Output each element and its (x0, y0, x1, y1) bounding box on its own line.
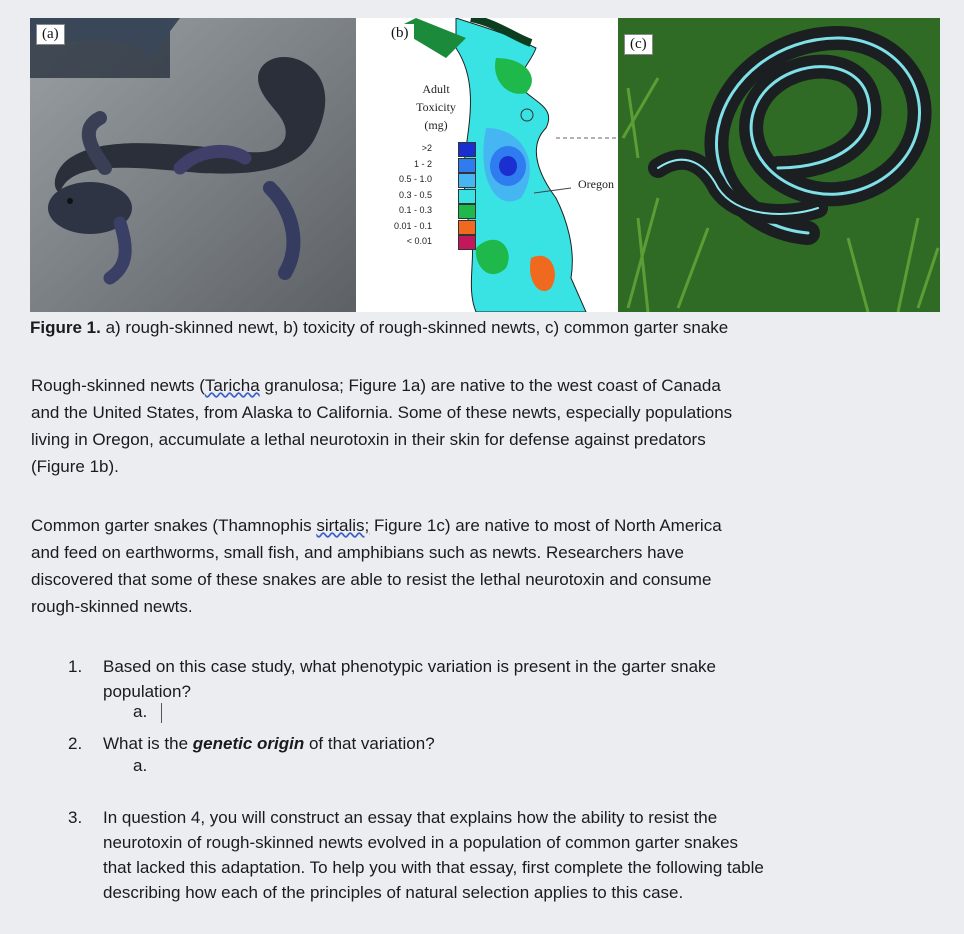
legend-swatch (458, 204, 476, 219)
question-2 (0, 731, 964, 757)
paragraph-line: (Figure 1b). (31, 457, 119, 476)
question-text: neurotoxin of rough-skinned newts evolved in a population of common garter snakes (103, 833, 739, 852)
question-text: population? (103, 682, 191, 701)
caption-text: a) rough-skinned newt, b) toxicity of rough-skinned newts, c) common garter snake (100, 318, 729, 337)
question-number: 1. (68, 657, 83, 676)
legend-title-line-2: Toxicity (416, 100, 456, 114)
question-text: that lacked this adaptation. To help you with that essay, first complete the following table (103, 858, 764, 877)
legend-label: >2 (421, 143, 432, 153)
answer-label: a. (133, 702, 148, 721)
legend-swatch (458, 173, 476, 188)
legend-title (386, 80, 486, 134)
question-text (103, 731, 435, 756)
text-run: Common garter snakes (Thamnophis (31, 516, 317, 535)
text-run: of that variation? (304, 734, 435, 753)
legend-title-line-3: (mg) (424, 118, 448, 132)
legend-swatch (458, 142, 476, 157)
paragraph-newts (31, 372, 732, 480)
text-run: Figure 1c) are native to most of North America (369, 516, 722, 535)
caption-label: Figure 1. (30, 318, 101, 337)
question-text: describing how each of the principles of natural selection applies to this case. (103, 883, 684, 902)
legend-label: 0.3 - 0.5 (398, 189, 432, 200)
paragraph-snakes (31, 512, 722, 620)
question-number: 2. (68, 734, 83, 753)
garter-snake-photo-panel (618, 18, 940, 312)
legend-title-line-1: Adult (422, 82, 450, 96)
legend-label: 1 - 2 (413, 158, 432, 169)
answer-1a[interactable] (133, 702, 162, 723)
figure-caption (30, 318, 728, 338)
paragraph-line: living in Oregon, accumulate a lethal neurotoxin in their skin for defense against predators (31, 430, 706, 449)
legend-swatch (458, 158, 476, 173)
emphasis-text: genetic origin (192, 734, 305, 753)
text-cursor (161, 703, 162, 723)
legend-swatch (458, 189, 476, 204)
legend-label: 0.01 - 0.1 (393, 220, 432, 231)
question-number: 3. (68, 808, 83, 827)
panel-b-label: (b) (386, 24, 414, 43)
map-label-oregon: Oregon (578, 177, 614, 191)
spellcheck-word: sirtalis; (316, 516, 370, 535)
legend-label: < 0.01 (406, 236, 432, 246)
answer-label: a. (133, 756, 148, 775)
paragraph-line: rough-skinned newts. (31, 597, 193, 616)
question-text: In question 4, you will construct an essay that explains how the ability to resist the (103, 808, 718, 827)
newt-photo-panel (30, 18, 356, 312)
toxicity-map-panel (356, 18, 618, 312)
figure-1 (30, 18, 940, 312)
spellcheck-word: Taricha (204, 376, 260, 395)
panel-a-label: (a) (36, 24, 65, 45)
legend-swatch (458, 220, 476, 235)
text-run: What is the (103, 734, 193, 753)
garter-snake-photo (618, 18, 940, 312)
text-run: granulosa; Figure 1a) are native to the west coast of Canada (259, 376, 721, 395)
legend-swatch (458, 235, 476, 250)
text-run: Rough-skinned newts ( (31, 376, 205, 395)
paragraph-line (31, 372, 732, 399)
legend-label: 0.5 - 1.0 (398, 174, 432, 184)
paragraph-line: and feed on earthworms, small fish, and amphibians such as newts. Researchers have (31, 543, 684, 562)
question-1 (0, 654, 964, 706)
paragraph-line: discovered that some of these snakes are able to resist the lethal neurotoxin and consume (31, 570, 712, 589)
question-text: Based on this case study, what phenotypic variation is present in the garter snake (103, 657, 716, 676)
panel-c-label: (c) (624, 34, 653, 55)
legend-label: 0.1 - 0.3 (398, 205, 432, 215)
paragraph-line (31, 512, 722, 539)
answer-2a[interactable] (133, 756, 147, 776)
newt-photo (30, 18, 356, 312)
question-3 (0, 805, 964, 915)
paragraph-line: and the United States, from Alaska to California. Some of these newts, especially populations (31, 403, 733, 422)
